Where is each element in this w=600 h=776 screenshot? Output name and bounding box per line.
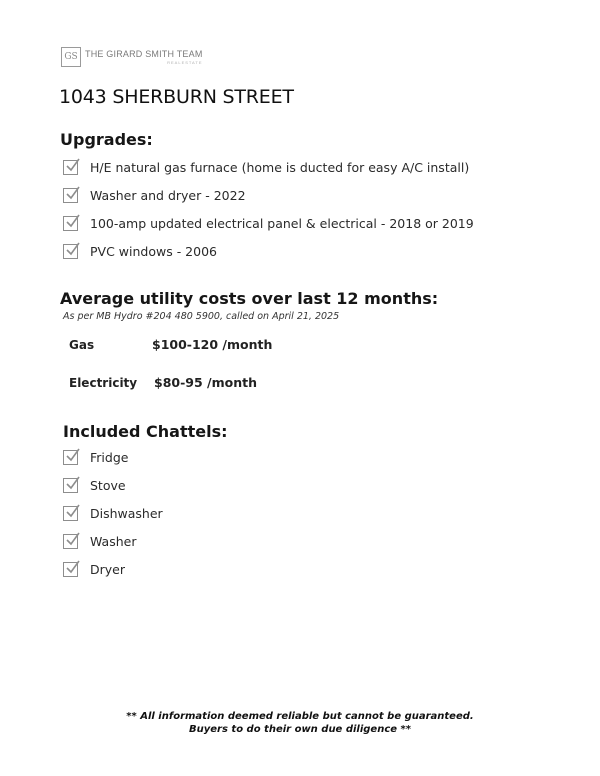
checkmark-icon bbox=[63, 188, 78, 203]
chattel-item bbox=[63, 506, 163, 521]
upgrades-heading: Upgrades: bbox=[60, 130, 153, 149]
upgrade-label: Washer and dryer - 2022 bbox=[90, 188, 246, 203]
disclaimer-line-2: Buyers to do their own due diligence ** bbox=[189, 724, 411, 735]
utility-row-electricity bbox=[69, 375, 257, 390]
chattel-item bbox=[63, 478, 126, 493]
checkmark-icon bbox=[63, 562, 78, 577]
utilities-note: As per MB Hydro #204 480 5900, called on April 21, 2025 bbox=[63, 311, 340, 322]
upgrade-label: 100-amp updated electrical panel & electrical - 2018 or 2019 bbox=[90, 216, 474, 231]
upgrade-item bbox=[63, 216, 474, 231]
chattel-label: Dryer bbox=[90, 562, 125, 577]
disclaimer bbox=[0, 710, 600, 736]
disclaimer-line-1: ** All information deemed reliable but cannot be guaranteed. bbox=[126, 711, 474, 722]
utility-label: Gas bbox=[69, 337, 95, 352]
checkmark-icon bbox=[63, 160, 78, 175]
chattel-label: Washer bbox=[90, 534, 137, 549]
checkmark-icon bbox=[63, 506, 78, 521]
utility-row-gas bbox=[69, 337, 272, 352]
property-address: 1043 SHERBURN STREET bbox=[59, 86, 294, 108]
checkmark-icon bbox=[63, 478, 78, 493]
team-logo bbox=[61, 47, 203, 67]
upgrade-item bbox=[63, 188, 246, 203]
upgrade-label: PVC windows - 2006 bbox=[90, 244, 217, 259]
chattel-item bbox=[63, 450, 128, 465]
chattel-item bbox=[63, 534, 136, 549]
chattel-label: Dishwasher bbox=[90, 506, 163, 521]
logo-monogram: GS bbox=[61, 47, 81, 67]
logo-name: THE GIRARD SMITH TEAM bbox=[85, 48, 203, 59]
checkmark-icon bbox=[63, 244, 78, 259]
upgrade-item bbox=[63, 244, 217, 259]
checkmark-icon bbox=[63, 216, 78, 231]
chattels-heading: Included Chattels: bbox=[63, 422, 228, 441]
chattel-item bbox=[63, 562, 125, 577]
upgrade-item bbox=[63, 160, 469, 175]
utilities-heading: Average utility costs over last 12 months: bbox=[60, 289, 439, 308]
utility-value: $100-120 /month bbox=[152, 337, 273, 352]
upgrade-label: H/E natural gas furnace (home is ducted for easy A/C install) bbox=[90, 160, 470, 175]
logo-sub: REALESTATE bbox=[167, 59, 203, 65]
utility-value: $80-95 /month bbox=[154, 375, 257, 390]
chattel-label: Fridge bbox=[90, 450, 129, 465]
chattel-label: Stove bbox=[90, 478, 126, 493]
checkmark-icon bbox=[63, 450, 78, 465]
checkmark-icon bbox=[63, 534, 78, 549]
utility-label: Electricity bbox=[69, 375, 138, 390]
